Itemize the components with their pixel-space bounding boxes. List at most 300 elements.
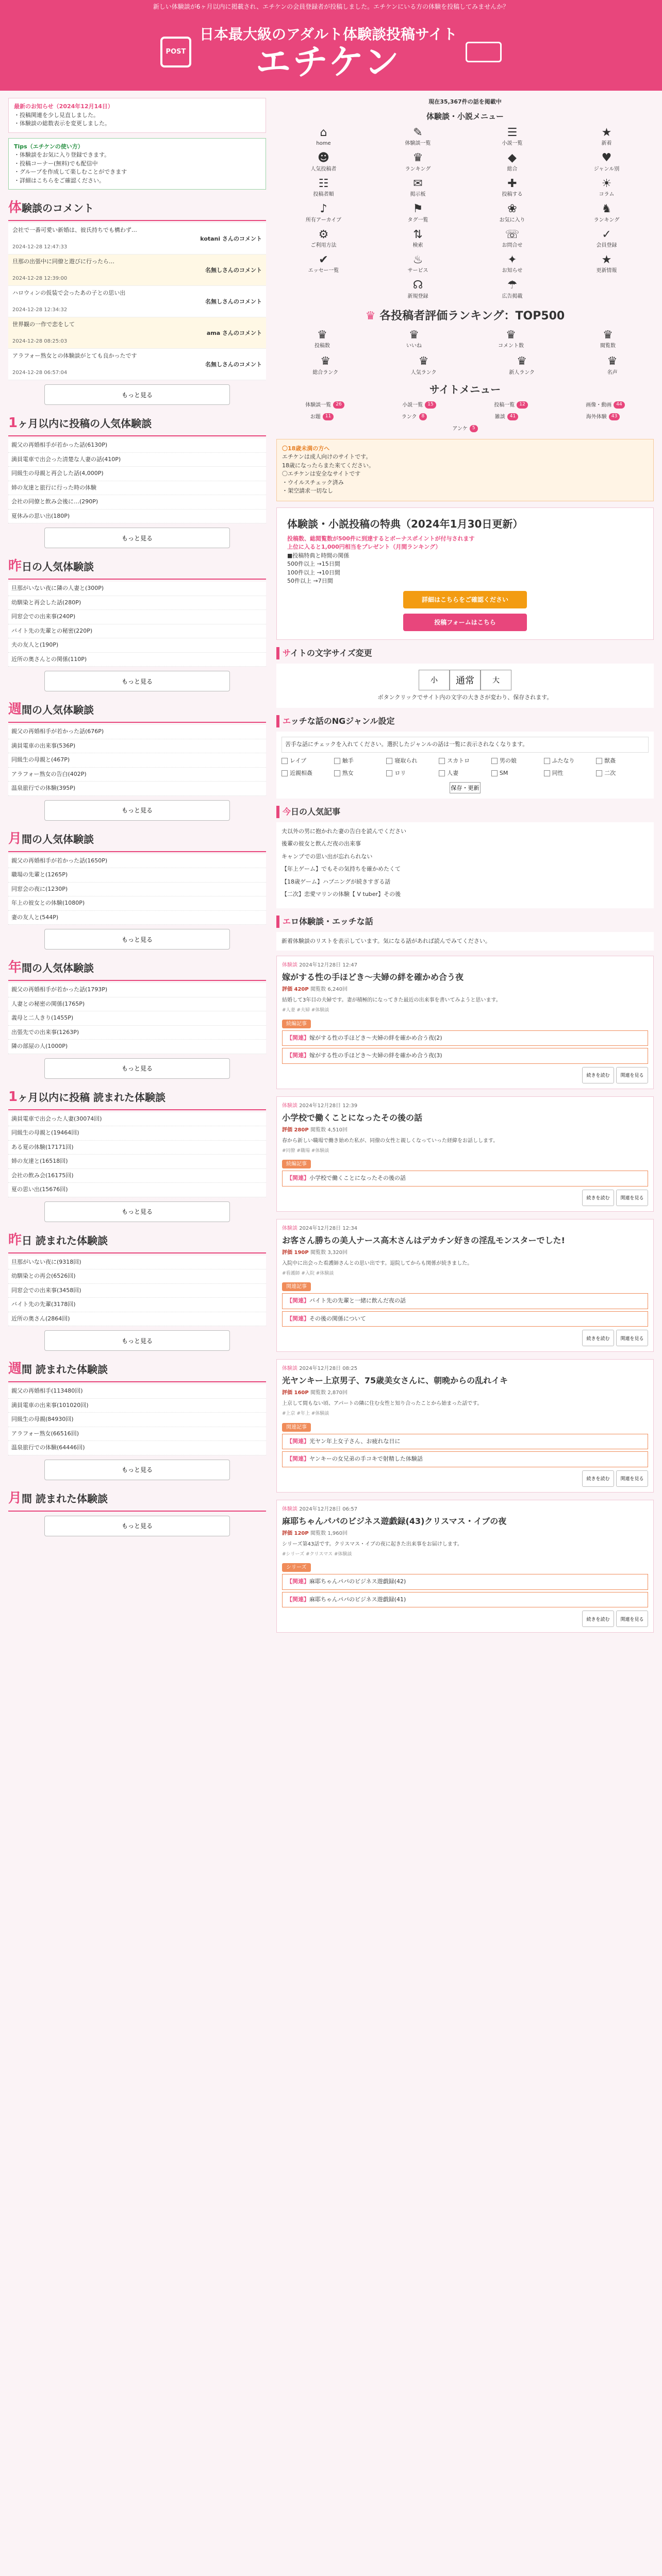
related-link[interactable]	[282, 1030, 648, 1046]
ranking-item[interactable]: 同級生の母親と(467P)	[8, 753, 266, 768]
ranking-section	[8, 556, 266, 691]
section-title-em: 週	[8, 1361, 22, 1377]
article-meta	[282, 1505, 648, 1513]
ranking-label: コメント数	[498, 343, 524, 349]
related-link[interactable]	[282, 1434, 648, 1450]
ng-checkbox[interactable]	[334, 757, 387, 766]
ng-checkbox[interactable]	[282, 769, 334, 778]
related-key: 【関連】	[287, 1034, 309, 1041]
checkbox-icon[interactable]	[491, 758, 498, 764]
site-menu-label: 海外体験	[586, 414, 607, 420]
alert-title: 〇18歳未満の方へ	[282, 445, 330, 452]
campaign-red: 上位に入ると1,000円相当をプレゼント（月間ランキング）	[287, 544, 441, 551]
site-menu-row	[276, 425, 654, 433]
ranking-item[interactable]: 幼馴染と再会した話(280P)	[8, 596, 266, 611]
menu-label: 投稿者順	[313, 192, 334, 198]
article-title[interactable]: 麻耶ちゃんパパのビジネス遊戯録(43)クリスマス・イブの夜	[282, 1516, 507, 1526]
comments-section	[8, 198, 266, 405]
menu-item[interactable]	[371, 202, 465, 224]
ranking-item[interactable]: 親父の再婚相手が若かった話(676P)	[8, 725, 266, 739]
section-title-em: 昨	[8, 1232, 22, 1248]
menu-item[interactable]	[371, 279, 465, 300]
related-label: 関連記事	[282, 1423, 311, 1432]
article-date: 2024年12月28日 08:25	[299, 1366, 358, 1372]
ranking-link[interactable]	[406, 329, 422, 350]
article-tags[interactable]: #上京 #年上 #体験談	[282, 1411, 329, 1417]
ranking-item[interactable]: ある夏の体験(17171回)	[8, 1141, 266, 1155]
site-menu-label: お題	[310, 414, 321, 420]
read-more-button[interactable]: 続きを読む	[582, 1470, 614, 1487]
popular-item[interactable]: 【年上ゲーム】でもその気持ちを確かめたくて	[282, 866, 401, 873]
related-button[interactable]: 関連を見る	[616, 1611, 648, 1627]
notice-title: 最新のお知らせ（2024年12月14日）	[14, 103, 113, 110]
site-menu-label: 小説一覧	[402, 402, 423, 408]
menu-item[interactable]	[371, 228, 465, 249]
related-key: 【関連】	[287, 1437, 309, 1445]
related-text: 小学校で働くことになったその後の話	[309, 1175, 406, 1182]
ranking-link[interactable]	[312, 355, 338, 376]
article-card	[276, 956, 654, 1089]
comment-author: 名無しさんのコメント	[205, 298, 262, 305]
ranking-link[interactable]	[509, 355, 535, 376]
ranking-link[interactable]	[600, 329, 616, 350]
menu-item[interactable]	[465, 202, 559, 224]
related-link[interactable]	[282, 1171, 648, 1187]
checkbox-icon[interactable]	[439, 758, 445, 764]
ng-checkbox[interactable]	[596, 769, 649, 778]
ng-checkbox[interactable]	[491, 757, 544, 766]
ranking-item[interactable]: アラフォー熟女の告白(402P)	[8, 768, 266, 782]
ranking-item[interactable]: 旦那がいない夜に(9318回)	[8, 1256, 266, 1270]
top-announcement: 新しい体験談が6ヶ月以内に掲載され、エチケンの会員登録者が投稿しました。エチケンにいる方の体験を投稿してみませんか？	[0, 0, 662, 13]
section-title	[8, 829, 266, 852]
ranking-item[interactable]: 人妻との秘密の関係(1765P)	[8, 997, 266, 1012]
site-menu-item[interactable]	[305, 401, 344, 409]
font-large-button[interactable]: 大	[481, 670, 511, 690]
menu-item[interactable]	[559, 202, 654, 224]
ranking-item[interactable]: 同級生の母親と再会した話(4,000P)	[8, 467, 266, 481]
ng-label: 男の娘	[499, 757, 517, 764]
related-button[interactable]: 関連を見る	[616, 1190, 648, 1206]
article-info	[282, 1249, 648, 1257]
section-title-em: 月	[8, 1490, 22, 1506]
menu-item[interactable]	[465, 279, 559, 300]
ranking-label: 名声	[607, 369, 618, 376]
comment-date: 2024-12-28 12:39:00	[12, 276, 68, 281]
tips-line[interactable]: ・詳細はこちらをご確認ください。	[14, 177, 105, 184]
ranking-item[interactable]: 会社の飲み会(16175回)	[8, 1169, 266, 1183]
related-link[interactable]	[282, 1311, 648, 1327]
ranking-section	[8, 829, 266, 950]
section-title-text: ヶ月以内に投稿 読まれた体験談	[18, 1091, 166, 1104]
menu-item[interactable]	[559, 151, 654, 173]
ng-title: エッチな話のNGジャンル設定	[276, 715, 654, 727]
menu-icon: ☏	[505, 228, 520, 241]
ranking-item[interactable]: 同窓会での出来事(240P)	[8, 610, 266, 624]
menu-item[interactable]	[465, 126, 559, 147]
section-title-em: 週	[8, 702, 22, 717]
ranking-item[interactable]: 同窓会の夜に(1230P)	[8, 883, 266, 897]
ng-checkbox[interactable]	[544, 757, 597, 766]
comment-item[interactable]	[8, 349, 266, 380]
ranking-item[interactable]: 親父の再婚相手が若かった話(1650P)	[8, 854, 266, 869]
ranking-item[interactable]: 親父の再婚相手が若かった話(6130P)	[8, 438, 266, 453]
left-column	[8, 91, 266, 1640]
checkbox-icon[interactable]	[439, 770, 445, 776]
ng-label: 二次	[604, 770, 616, 777]
read-more-button[interactable]: 続きを読む	[582, 1190, 614, 1206]
menu-item[interactable]	[276, 253, 371, 275]
checkbox-icon[interactable]	[596, 758, 602, 764]
ranking-item[interactable]: 満員電車の出来事(101020回)	[8, 1399, 266, 1413]
section-title	[8, 1488, 266, 1512]
menu-label: エッセー一覧	[308, 268, 339, 274]
alert-line: エチケンは成人向けのサイトです。	[282, 453, 372, 461]
article-title[interactable]: 光ヤンキー上京男子、75歳美女さんに、朝晩からの乱れイキ	[282, 1376, 508, 1386]
section-title-text: 日 読まれた体験談	[22, 1234, 108, 1247]
menu-item[interactable]	[276, 202, 371, 224]
menu-label: 検索	[412, 242, 423, 248]
more-button[interactable]: もっと見る	[44, 800, 230, 821]
ranking-item[interactable]: 旦那がいない夜に隣の人妻と(300P)	[8, 582, 266, 596]
ranking-item[interactable]: 姉の友達と旅行に行った時の体験	[8, 481, 266, 496]
ranking-item[interactable]: 会社の同僚と飲み会後に…(290P)	[8, 495, 266, 510]
ranking-icon: ♛	[317, 328, 327, 342]
article-points: 評価 190P	[282, 1249, 311, 1256]
ng-label: 近親相姦	[290, 770, 312, 777]
article-excerpt: 入院中に出会った看護師さんとの思い出です。退院してからも関係が続きました。	[282, 1260, 473, 1266]
menu-item[interactable]	[276, 126, 371, 147]
site-menu-label: ランク	[401, 414, 417, 420]
ranking-item[interactable]: 同級生の母親と(19464回)	[8, 1126, 266, 1141]
ranking-link[interactable]	[315, 329, 330, 350]
read-more-button[interactable]: 続きを読む	[582, 1067, 614, 1083]
checkbox-icon[interactable]	[282, 770, 288, 776]
ng-checkbox[interactable]	[334, 769, 387, 778]
ng-checkbox[interactable]	[386, 769, 439, 778]
ranking-item[interactable]: 親父の再婚相手が若かった話(1793P)	[8, 983, 266, 997]
ranking-icon: ♛	[418, 355, 429, 368]
menu-item[interactable]	[276, 151, 371, 173]
related-text: 麻耶ちゃんパパのビジネス遊戯録(41)	[309, 1596, 406, 1603]
menu-item[interactable]	[465, 253, 559, 275]
menu-icon: ✎	[413, 126, 423, 139]
menu-icon: ★	[601, 253, 612, 266]
alert-line: ・ウイルスチェック済み	[282, 479, 344, 486]
related-button[interactable]: 関連を見る	[616, 1470, 648, 1487]
section-title-text: 間 読まれた体験談	[22, 1492, 108, 1505]
menu-label: コラム	[599, 192, 615, 198]
article-actions	[282, 1330, 648, 1346]
more-button[interactable]: もっと見る	[44, 1058, 230, 1079]
related-link[interactable]	[282, 1592, 648, 1608]
article-info	[282, 986, 648, 993]
menu-label: 新規登録	[407, 293, 428, 299]
ng-checkbox[interactable]	[282, 757, 334, 766]
pen-icon	[466, 42, 502, 62]
ranking-item[interactable]: 義母と二人きり(1455P)	[8, 1011, 266, 1026]
ng-label: 熟女	[342, 770, 354, 777]
site-menu-item[interactable]	[586, 401, 624, 409]
ranking-item[interactable]: 満員電車で出会った清楚な人妻の話(410P)	[8, 453, 266, 467]
site-menu-item[interactable]	[495, 413, 518, 421]
menu-item[interactable]	[371, 151, 465, 173]
ranking-item[interactable]: 夏の思い出(15676回)	[8, 1183, 266, 1197]
recent-title: エロ体験談・エッチな話	[276, 916, 654, 928]
menu-item[interactable]	[276, 228, 371, 249]
more-button[interactable]: もっと見る	[44, 384, 230, 405]
article-views: 閲覧数 2,870回	[310, 1390, 347, 1396]
ng-checkbox[interactable]	[386, 757, 439, 766]
alert-line: 18歳になったらまた来てください。	[282, 462, 374, 469]
site-menu-count: 15	[425, 401, 436, 409]
related-key: 【関連】	[287, 1578, 309, 1585]
related-text: バイト先の先輩と一緒に飲んだ夜の話	[309, 1297, 406, 1304]
ranking-item[interactable]: 同級生の母親(84930回)	[8, 1413, 266, 1427]
more-button[interactable]: もっと見る	[44, 1516, 230, 1536]
site-menu-row	[276, 413, 654, 421]
comment-author: kotani さんのコメント	[200, 235, 262, 242]
more-button[interactable]: もっと見る	[44, 1460, 230, 1480]
checkbox-icon[interactable]	[544, 758, 550, 764]
site-menu-count: 11	[323, 413, 334, 420]
menu-item[interactable]	[276, 177, 371, 198]
section-title-em: 1	[8, 1089, 18, 1105]
article-tags[interactable]: #人妻 #夫婦 #体験談	[282, 1008, 329, 1013]
comment-date: 2024-12-28 08:25:03	[12, 338, 68, 344]
font-small-button[interactable]: 小	[419, 670, 450, 690]
related-text: その後の関係について	[309, 1315, 366, 1322]
popular-item[interactable]: 夫以外の男に抱かれた妻の告白を読んでください	[282, 827, 406, 835]
related-link[interactable]	[282, 1451, 648, 1467]
comment-author: ama さんのコメント	[206, 329, 262, 336]
menu-item[interactable]	[465, 177, 559, 198]
menu-icon: ☂	[507, 279, 518, 292]
comment-item[interactable]	[8, 286, 266, 317]
related-link[interactable]	[282, 1293, 648, 1309]
menu-item[interactable]	[559, 177, 654, 198]
menu-item[interactable]	[465, 151, 559, 173]
menu-label: お問合せ	[502, 242, 523, 248]
more-button[interactable]: もっと見る	[44, 528, 230, 548]
article-excerpt: シリーズ第43話です。クリスマス・イブの夜に起きた出来事をお届けします。	[282, 1541, 462, 1547]
site-menu-item[interactable]	[586, 413, 620, 421]
checkbox-icon[interactable]	[282, 758, 288, 764]
menu-item[interactable]	[465, 228, 559, 249]
menu-icon: ✔	[319, 253, 328, 266]
ng-label: ロリ	[394, 770, 406, 777]
ranking-item[interactable]: 年上の彼女との体験(1080P)	[8, 896, 266, 911]
comment-item[interactable]	[8, 223, 266, 255]
site-menu-label: アンケ	[452, 426, 468, 432]
menu-label: お知らせ	[502, 268, 523, 274]
comment-date: 2024-12-28 06:57:04	[12, 370, 68, 376]
ranking-section	[8, 1087, 266, 1222]
related-key: 【関連】	[287, 1297, 309, 1304]
related-label: 続編記事	[282, 1020, 311, 1028]
menu-item[interactable]	[371, 253, 465, 275]
ng-checkbox[interactable]	[439, 769, 491, 778]
checkbox-icon[interactable]	[334, 758, 340, 764]
popular-item[interactable]: 【18歳ゲーム】ハプニングが続きすぎる話	[282, 878, 391, 885]
article-title[interactable]: 嫁がする性の手ほどき～夫婦の絆を確かめ合う夜	[282, 972, 464, 982]
menu-item[interactable]	[371, 177, 465, 198]
ranking-icon: ♛	[320, 355, 331, 368]
font-normal-button[interactable]: 通常	[450, 670, 481, 690]
checkbox-icon[interactable]	[386, 770, 392, 776]
menu-label: ご利用方法	[310, 242, 337, 248]
ranking-item[interactable]: バイト先の先輩との秘密(220P)	[8, 624, 266, 639]
section-title-text: 日の人気体験談	[22, 561, 94, 573]
tips-line: ・投稿コーナー(無料)でも配信中	[14, 160, 98, 167]
article-title[interactable]: お客さん勝ちの美人ナース高木さんはデカチン好きの淫乱モンスターでした!	[282, 1235, 565, 1245]
popular-item[interactable]: 後輩の彼女と飲んだ夜の出来事	[282, 840, 361, 848]
comment-date: 2024-12-28 12:47:33	[12, 244, 68, 250]
ranking-section	[8, 1359, 266, 1480]
campaign-detail-button[interactable]: 詳細はこちらをご確認ください	[403, 591, 527, 608]
menu-label: 総合	[507, 166, 518, 172]
comment-item[interactable]	[8, 255, 266, 286]
menu-item[interactable]	[371, 126, 465, 147]
ng-checkbox[interactable]	[596, 757, 649, 766]
checkbox-icon[interactable]	[544, 770, 550, 776]
section-title	[8, 556, 266, 580]
menu-item[interactable]	[559, 228, 654, 249]
ng-label: 獣姦	[604, 757, 616, 764]
menu-icon: ⚙	[318, 228, 329, 241]
site-menu-item[interactable]	[402, 413, 427, 421]
ranking-item[interactable]: 同窓会での出来事(3458回)	[8, 1284, 266, 1298]
section-title	[8, 700, 266, 723]
ranking-item[interactable]: 満員電車の出来事(536P)	[8, 739, 266, 754]
post-form-button[interactable]: 投稿フォームはこちら	[403, 614, 527, 631]
checkbox-icon[interactable]	[386, 758, 392, 764]
comment-item[interactable]	[8, 317, 266, 349]
related-button[interactable]: 関連を見る	[616, 1330, 648, 1346]
section-title: 体験談のコメント	[8, 198, 266, 221]
menu-label: 更新情報	[596, 268, 617, 274]
related-link[interactable]	[282, 1574, 648, 1590]
ranking-item[interactable]: 親父の再婚相手(113480回)	[8, 1384, 266, 1399]
menu-label: サービス	[407, 268, 428, 274]
site-menu-item[interactable]	[494, 401, 527, 409]
article-tags[interactable]: #同僚 #職場 #体験談	[282, 1148, 329, 1154]
ranking-item[interactable]: 職場の先輩と(1265P)	[8, 868, 266, 883]
more-button[interactable]: もっと見る	[44, 1330, 230, 1351]
more-button[interactable]: もっと見る	[44, 671, 230, 691]
article-date: 2024年12月28日 06:57	[299, 1506, 358, 1512]
site-menu-label: 画像・動画	[586, 402, 612, 408]
menu-icon: ♛	[412, 151, 423, 165]
article-title[interactable]: 小学校で働くことになったその後の話	[282, 1112, 423, 1123]
ng-checkbox[interactable]	[544, 769, 597, 778]
article-tags[interactable]: #看護師 #入院 #体験談	[282, 1270, 334, 1276]
related-button[interactable]: 関連を見る	[616, 1067, 648, 1083]
ranking-item[interactable]: バイト先の先輩(3178回)	[8, 1298, 266, 1312]
article-excerpt: 春から新しい職場で働き始めた私が、同僚の女性と親しくなっていった経緯をお話しします。	[282, 1138, 499, 1144]
article-category: 体験談	[282, 1366, 300, 1372]
menu-icon: ☷	[318, 177, 329, 190]
ng-save-button[interactable]: 保存・更新	[450, 782, 481, 793]
ranking-item[interactable]: 近所の奥さん(2864回)	[8, 1312, 266, 1327]
checkbox-icon[interactable]	[334, 770, 340, 776]
article-views: 閲覧数 4,510回	[310, 1127, 347, 1133]
article-points: 評価 160P	[282, 1390, 311, 1396]
ranking-item[interactable]: 隣の部屋の人(1000P)	[8, 1040, 266, 1054]
article-views: 閲覧数 1,960回	[310, 1530, 347, 1536]
checkbox-icon[interactable]	[491, 770, 498, 776]
menu-title: 体験談・小説メニュー	[426, 111, 504, 121]
site-menu-item[interactable]	[310, 413, 334, 421]
menu-item[interactable]	[559, 126, 654, 147]
ranking-item[interactable]: 幼馴染との再会(6526回)	[8, 1269, 266, 1284]
read-more-button[interactable]: 続きを読む	[582, 1611, 614, 1627]
article-tags[interactable]: #シリーズ #クリスマス #体験談	[282, 1551, 352, 1557]
popular-item[interactable]: キャンプでの思い出が忘れられない	[282, 853, 373, 860]
menu-item[interactable]	[559, 253, 654, 275]
comment-text: 世界観の一作で恋をして	[12, 321, 75, 328]
read-more-button[interactable]: 続きを読む	[582, 1330, 614, 1346]
popular-item[interactable]: 【二次】恋愛マリンの体験【 V tuber】その後	[282, 891, 401, 898]
article-actions	[282, 1611, 648, 1627]
ng-box	[276, 732, 654, 799]
font-size-note: ボタンクリックでサイト内の文字の大きさが変わり、保存されます。	[377, 693, 553, 701]
notice-box	[8, 98, 266, 133]
ng-label: 触手	[342, 757, 354, 764]
ng-label: 寝取られ	[394, 757, 418, 764]
site-menu-item[interactable]	[452, 425, 477, 433]
notice-line: ・投稿関連を少し見直しました。	[14, 111, 99, 118]
related-text: 嫁がする性の手ほどき～夫婦の絆を確かめ合う夜(2)	[309, 1034, 442, 1041]
ranking-item[interactable]: 近所の奥さんとの関係(110P)	[8, 653, 266, 667]
ranking-item[interactable]: 夏休みの思い出(180P)	[8, 510, 266, 524]
ranking-item[interactable]: 満員電車で出会った人妻(30074回)	[8, 1112, 266, 1127]
ranking-link[interactable]	[498, 329, 524, 350]
article-meta	[282, 961, 648, 969]
site-menu-item[interactable]	[402, 401, 436, 409]
site-menu-count: 41	[507, 413, 518, 420]
more-button[interactable]: もっと見る	[44, 1201, 230, 1222]
related-label: 関連記事	[282, 1282, 311, 1291]
ranking-item[interactable]: 温泉旅行での体験(64446回)	[8, 1441, 266, 1455]
campaign-line: 50件以上 →7日間	[287, 578, 333, 585]
ranking-item[interactable]: 温泉旅行での体験(395P)	[8, 782, 266, 796]
related-link[interactable]	[282, 1048, 648, 1064]
menu-icon: ♥	[601, 151, 612, 165]
comment-text: アラフォー熟女との体験談がとても良かったです	[12, 352, 137, 359]
ranking-link[interactable]	[411, 355, 437, 376]
ranking-item[interactable]: アラフォー熟女(66516回)	[8, 1427, 266, 1442]
ranking-section	[8, 958, 266, 1079]
more-button[interactable]: もっと見る	[44, 929, 230, 950]
menu-item	[276, 279, 371, 300]
ranking-item[interactable]: 妻の友人と(544P)	[8, 911, 266, 925]
ranking-label: 投稿数	[315, 343, 330, 349]
ng-checkbox[interactable]	[491, 769, 544, 778]
article-points: 評価 280P	[282, 1127, 311, 1133]
article-meta	[282, 1365, 648, 1372]
checkbox-icon[interactable]	[596, 770, 602, 776]
ranking-item[interactable]: 姉の友達と(16518回)	[8, 1155, 266, 1169]
ranking-item[interactable]: 出張先での出来事(1263P)	[8, 1026, 266, 1040]
menu-label: お気に入り	[499, 217, 525, 223]
ranking-item[interactable]: 夫の友人と(190P)	[8, 638, 266, 653]
article-date: 2024年12月28日 12:34	[299, 1225, 358, 1231]
article-card	[276, 1359, 654, 1493]
site-logo[interactable]	[160, 24, 502, 83]
ranking-link[interactable]	[607, 355, 618, 376]
ng-checkbox[interactable]	[439, 757, 491, 766]
